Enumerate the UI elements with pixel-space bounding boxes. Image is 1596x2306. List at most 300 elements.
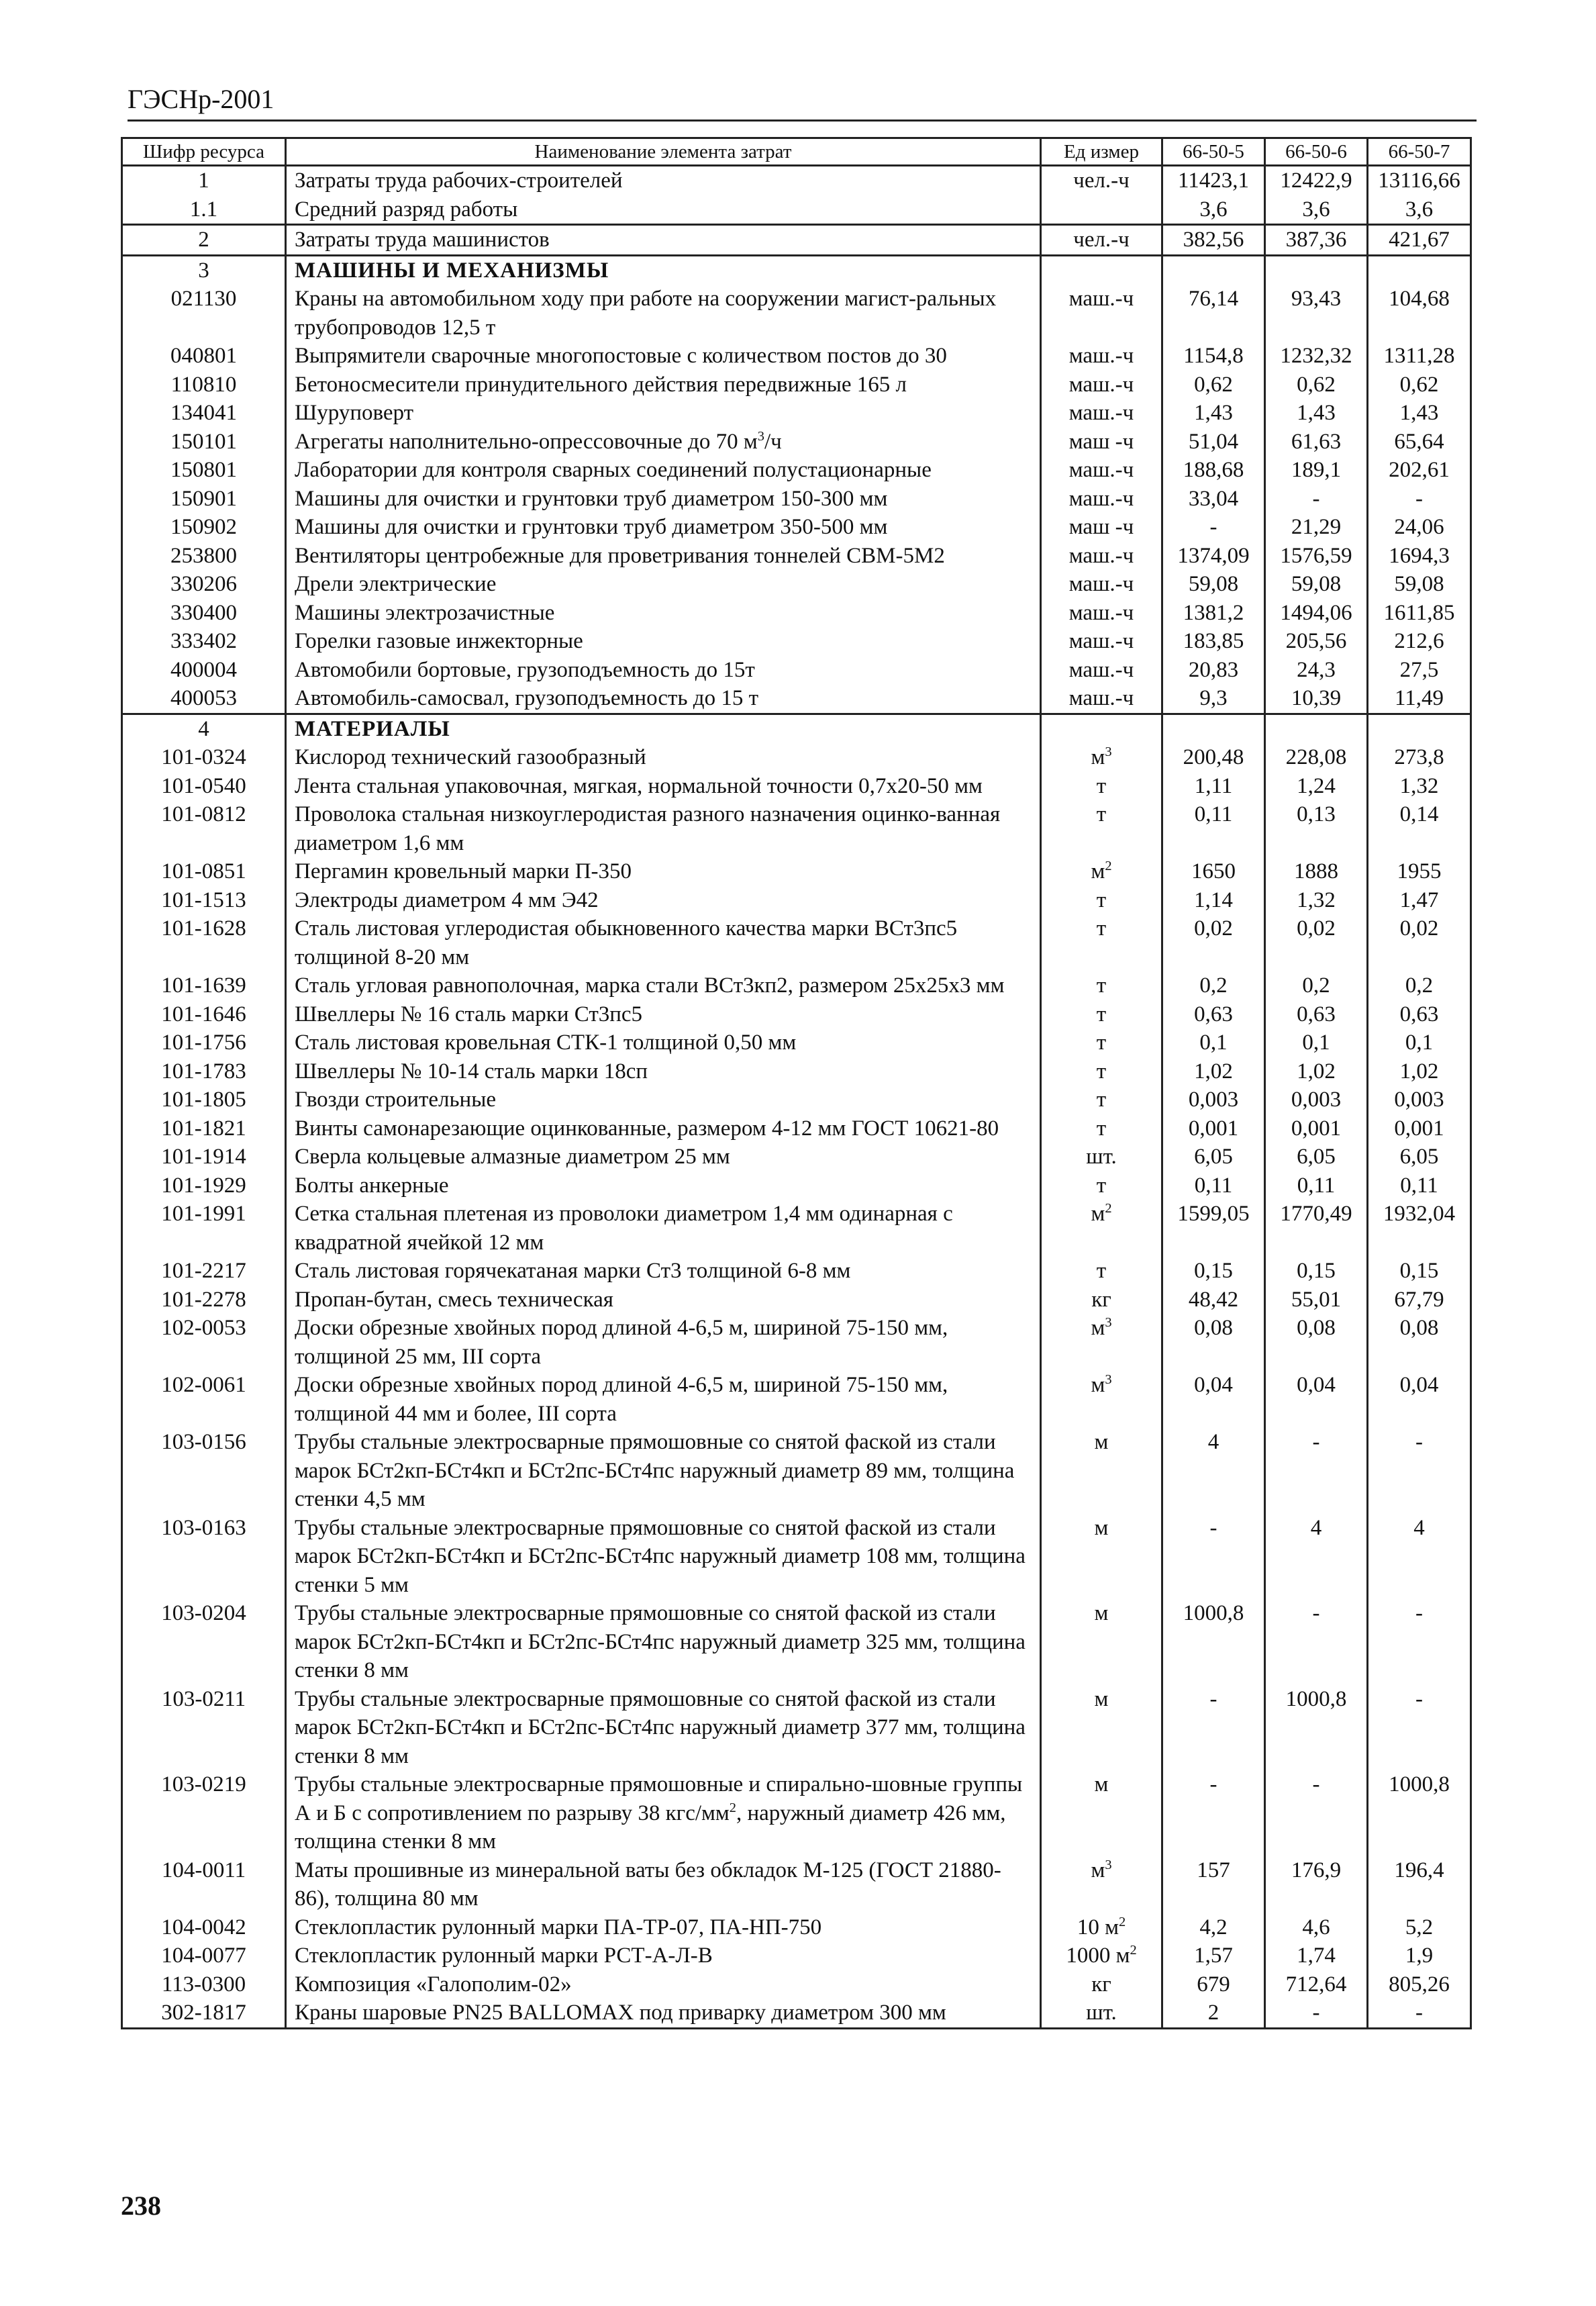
cell-unit: 10 $м^2$ <box>1041 1913 1162 1942</box>
cell-66-50-7: 5,2 <box>1368 1913 1471 1942</box>
cell-66-50-7: 104,68 <box>1368 285 1471 342</box>
cell-66-50-5: 1,14 <box>1162 886 1265 915</box>
document-title: ГЭСНр-2001 <box>128 84 275 114</box>
cell-66-50-5: 157 <box>1162 1856 1265 1913</box>
cell-66-50-7: 0,2 <box>1368 971 1471 1000</box>
cell-66-50-7: 1,9 <box>1368 1941 1471 1970</box>
cell-name: Трубы стальные электросварные прямошовные со снятой фаской из стали марок БСт2кп-БСт4кп и БСт2пс-БСт4пс наружный диаметр 89 мм, толщина стенки 4,5 мм <box>286 1428 1041 1514</box>
cell-unit: кг <box>1041 1970 1162 1999</box>
cell-unit: т <box>1041 772 1162 801</box>
cell-66-50-7 <box>1368 714 1471 743</box>
cell-66-50-5: 0,003 <box>1162 1086 1265 1114</box>
table-row <box>122 1999 1471 2028</box>
cell-66-50-7: 805,26 <box>1368 1970 1471 1999</box>
cell-66-50-6: 6,05 <box>1265 1143 1368 1171</box>
cell-66-50-7: - <box>1368 1685 1471 1771</box>
cell-code: 101-1805 <box>122 1086 286 1114</box>
table-row <box>122 342 1471 371</box>
cell-66-50-6 <box>1265 714 1368 743</box>
cell-unit: маш.-ч <box>1041 542 1162 571</box>
table-row <box>122 1114 1471 1143</box>
cell-66-50-7: 1,43 <box>1368 399 1471 428</box>
cell-66-50-5: 11423,1 <box>1162 166 1265 195</box>
cell-66-50-5: 33,04 <box>1162 485 1265 514</box>
table-row <box>122 542 1471 571</box>
table-row <box>122 656 1471 685</box>
table-row <box>122 627 1471 656</box>
cell-unit: маш -ч <box>1041 428 1162 457</box>
cell-66-50-7: 421,67 <box>1368 225 1471 256</box>
cell-code: 4 <box>122 714 286 743</box>
cell-code: 104-0042 <box>122 1913 286 1942</box>
cell-name: Вентиляторы центробежные для проветривания тоннелей СВМ-5М2 <box>286 542 1041 571</box>
cell-66-50-7: 6,05 <box>1368 1143 1471 1171</box>
cell-66-50-5: 1650 <box>1162 857 1265 886</box>
cell-66-50-5: 1,02 <box>1162 1057 1265 1086</box>
cell-66-50-6: 55,01 <box>1265 1286 1368 1314</box>
cell-66-50-6: 1888 <box>1265 857 1368 886</box>
cell-name: Автомобили бортовые, грузоподъемность до 15т <box>286 656 1041 685</box>
cell-name: Доски обрезные хвойных пород длиной 4-6,5 м, шириной 75-150 мм, толщиной 25 мм, III сорта <box>286 1314 1041 1371</box>
table-header <box>122 138 1471 166</box>
cell-code: 330400 <box>122 599 286 628</box>
table-header-row <box>122 138 1471 166</box>
cell-66-50-7: 0,11 <box>1368 1171 1471 1200</box>
cell-66-50-7: - <box>1368 1428 1471 1514</box>
column-header-66-50-6: 66-50-6 <box>1265 138 1368 166</box>
cell-code: 101-0851 <box>122 857 286 886</box>
cell-code: 104-0077 <box>122 1941 286 1970</box>
cell-66-50-6: 1,74 <box>1265 1941 1368 1970</box>
cell-66-50-6: 176,9 <box>1265 1856 1368 1913</box>
cell-66-50-6: 4,6 <box>1265 1913 1368 1942</box>
cell-66-50-7: 0,63 <box>1368 1000 1471 1029</box>
cell-name: Сталь угловая равнополочная, марка стали ВСт3кп2, размером 25х25х3 мм <box>286 971 1041 1000</box>
cell-66-50-5: 679 <box>1162 1970 1265 1999</box>
cell-66-50-5: 1374,09 <box>1162 542 1265 571</box>
cell-code: 113-0300 <box>122 1970 286 1999</box>
cell-66-50-5: - <box>1162 1770 1265 1856</box>
cell-66-50-7: 1311,28 <box>1368 342 1471 371</box>
cell-code: 101-2278 <box>122 1286 286 1314</box>
cell-66-50-7: 65,64 <box>1368 428 1471 457</box>
cell-66-50-7: 212,6 <box>1368 627 1471 656</box>
cell-66-50-7: 13116,66 <box>1368 166 1471 195</box>
cell-66-50-7: 196,4 <box>1368 1856 1471 1913</box>
cell-66-50-7: 11,49 <box>1368 684 1471 714</box>
cell-name: Шуруповерт <box>286 399 1041 428</box>
cell-name: Трубы стальные электросварные прямошовные со снятой фаской из стали марок БСт2кп-БСт4кп и БСт2пс-БСт4пс наружный диаметр 325 мм, толщина стенки 8 мм <box>286 1599 1041 1685</box>
cell-code: 101-0812 <box>122 800 286 857</box>
cell-unit: $м^2$ <box>1041 857 1162 886</box>
cell-66-50-6: 1000,8 <box>1265 1685 1368 1771</box>
cell-name: Гвозди строительные <box>286 1086 1041 1114</box>
cell-66-50-5: 1,57 <box>1162 1941 1265 1970</box>
cell-66-50-5: 0,04 <box>1162 1371 1265 1428</box>
cell-66-50-6: - <box>1265 1599 1368 1685</box>
cell-66-50-7: 24,06 <box>1368 513 1471 542</box>
table-row <box>122 1685 1471 1771</box>
table-row <box>122 1171 1471 1200</box>
cell-code: 302-1817 <box>122 1999 286 2028</box>
cell-unit: т <box>1041 971 1162 1000</box>
table-section-row <box>122 255 1471 285</box>
cell-name: Горелки газовые инжекторные <box>286 627 1041 656</box>
cell-66-50-7: 1,47 <box>1368 886 1471 915</box>
cell-66-50-6: 205,56 <box>1265 627 1368 656</box>
cell-66-50-5: 0,1 <box>1162 1028 1265 1057</box>
cell-66-50-7: 0,62 <box>1368 371 1471 399</box>
cell-66-50-7: - <box>1368 485 1471 514</box>
cell-66-50-5: 3,6 <box>1162 195 1265 225</box>
cell-code: 2 <box>122 225 286 256</box>
cell-66-50-7: 0,14 <box>1368 800 1471 857</box>
cell-name: Автомобиль-самосвал, грузоподъемность до 15 т <box>286 684 1041 714</box>
cell-66-50-5 <box>1162 255 1265 285</box>
cell-66-50-6: 228,08 <box>1265 743 1368 772</box>
table-row <box>122 399 1471 428</box>
cell-name: Средний разряд работы <box>286 195 1041 225</box>
table-row <box>122 513 1471 542</box>
cell-name: Проволока стальная низкоуглеродистая разного назначения оцинко-ванная диаметром 1,6 мм <box>286 800 1041 857</box>
table-row <box>122 1200 1471 1257</box>
cell-name: Краны на автомобильном ходу при работе на сооружении магист-ральных трубопроводов 12,5 т <box>286 285 1041 342</box>
cell-66-50-7: 0,02 <box>1368 914 1471 971</box>
cell-66-50-6: 0,02 <box>1265 914 1368 971</box>
table-row <box>122 1913 1471 1942</box>
cell-66-50-5: 76,14 <box>1162 285 1265 342</box>
cell-66-50-7: 1,02 <box>1368 1057 1471 1086</box>
cell-name: Агрегаты наполнительно-опрессовочные до 70 $м^3/ч$ <box>286 428 1041 457</box>
cell-66-50-7: 1694,3 <box>1368 542 1471 571</box>
cell-66-50-6: 10,39 <box>1265 684 1368 714</box>
cell-66-50-5: 0,001 <box>1162 1114 1265 1143</box>
table-row <box>122 1941 1471 1970</box>
cell-code: 400004 <box>122 656 286 685</box>
cell-66-50-5: 0,11 <box>1162 800 1265 857</box>
cell-code: 101-1914 <box>122 1143 286 1171</box>
cell-name: Затраты труда рабочих-строителей <box>286 166 1041 195</box>
cell-66-50-6: - <box>1265 1999 1368 2028</box>
cell-unit <box>1041 195 1162 225</box>
cell-name: Сталь листовая кровельная СТК-1 толщиной 0,50 мм <box>286 1028 1041 1057</box>
cell-code: 1.1 <box>122 195 286 225</box>
table-row <box>122 1970 1471 1999</box>
cell-66-50-5: 0,63 <box>1162 1000 1265 1029</box>
cell-name: Машины для очистки и грунтовки труб диаметром 150-300 мм <box>286 485 1041 514</box>
cell-66-50-7: 0,04 <box>1368 1371 1471 1428</box>
cell-unit: 1000 $м^2$ <box>1041 1941 1162 1970</box>
table-body <box>122 166 1471 2029</box>
cell-unit: маш.-ч <box>1041 599 1162 628</box>
cell-66-50-6: 1770,49 <box>1265 1200 1368 1257</box>
cell-unit: т <box>1041 1028 1162 1057</box>
cell-66-50-7: 1,32 <box>1368 772 1471 801</box>
table-row <box>122 914 1471 971</box>
cell-unit: $м^3$ <box>1041 1371 1162 1428</box>
cell-66-50-5: 4,2 <box>1162 1913 1265 1942</box>
cell-unit <box>1041 255 1162 285</box>
cell-unit: м <box>1041 1685 1162 1771</box>
cell-code: 101-1821 <box>122 1114 286 1143</box>
cell-code: 103-0219 <box>122 1770 286 1856</box>
cell-code: 104-0011 <box>122 1856 286 1913</box>
cell-name: Дрели электрические <box>286 570 1041 599</box>
cell-66-50-5: 0,02 <box>1162 914 1265 971</box>
resource-table <box>121 137 1472 2029</box>
cell-66-50-6: 12422,9 <box>1265 166 1368 195</box>
table-row <box>122 599 1471 628</box>
cell-name: Пергамин кровельный марки П-350 <box>286 857 1041 886</box>
cell-66-50-6: 0,04 <box>1265 1371 1368 1428</box>
column-header-code: Шифр ресурса <box>122 138 286 166</box>
cell-66-50-6: 93,43 <box>1265 285 1368 342</box>
cell-unit: т <box>1041 800 1162 857</box>
cell-name: Винты самонарезающие оцинкованные, размером 4-12 мм ГОСТ 10621-80 <box>286 1114 1041 1143</box>
cell-unit: маш -ч <box>1041 513 1162 542</box>
cell-unit: маш.-ч <box>1041 342 1162 371</box>
cell-66-50-7: 1932,04 <box>1368 1200 1471 1257</box>
cell-66-50-6: 1,24 <box>1265 772 1368 801</box>
cell-code: 110810 <box>122 371 286 399</box>
table-row <box>122 485 1471 514</box>
cell-name: Лаборатории для контроля сварных соединений полустационарные <box>286 456 1041 485</box>
cell-66-50-7: 0,08 <box>1368 1314 1471 1371</box>
table-row <box>122 1371 1471 1428</box>
cell-code: 101-1783 <box>122 1057 286 1086</box>
cell-66-50-6: 0,15 <box>1265 1257 1368 1286</box>
cell-66-50-7: 0,003 <box>1368 1086 1471 1114</box>
table-row <box>122 1257 1471 1286</box>
cell-66-50-6: 1,32 <box>1265 886 1368 915</box>
table-row <box>122 1856 1471 1913</box>
cell-66-50-5: 1154,8 <box>1162 342 1265 371</box>
cell-66-50-5: 0,08 <box>1162 1314 1265 1371</box>
cell-code: 253800 <box>122 542 286 571</box>
cell-66-50-7: 59,08 <box>1368 570 1471 599</box>
cell-66-50-7: 1000,8 <box>1368 1770 1471 1856</box>
cell-unit: кг <box>1041 1286 1162 1314</box>
table-row <box>122 456 1471 485</box>
cell-name: Швеллеры № 10-14 сталь марки 18сп <box>286 1057 1041 1086</box>
cell-66-50-7: 202,61 <box>1368 456 1471 485</box>
table-row <box>122 857 1471 886</box>
cell-code: 333402 <box>122 627 286 656</box>
cell-66-50-5: 48,42 <box>1162 1286 1265 1314</box>
cell-name: Бетоносмесители принудительного действия передвижные 165 л <box>286 371 1041 399</box>
cell-66-50-6: 0,001 <box>1265 1114 1368 1143</box>
cell-code: 103-0156 <box>122 1428 286 1514</box>
cell-66-50-5: 0,11 <box>1162 1171 1265 1200</box>
cell-code: 101-1639 <box>122 971 286 1000</box>
cell-code: 101-1646 <box>122 1000 286 1029</box>
cell-unit: м <box>1041 1599 1162 1685</box>
cell-unit: чел.-ч <box>1041 225 1162 256</box>
cell-66-50-6: 0,11 <box>1265 1171 1368 1200</box>
cell-unit: шт. <box>1041 1999 1162 2028</box>
cell-66-50-6: 0,63 <box>1265 1000 1368 1029</box>
cell-name: Стеклопластик рулонный марки ПА-ТР-07, ПА-НП-750 <box>286 1913 1041 1942</box>
cell-66-50-6: - <box>1265 1770 1368 1856</box>
cell-66-50-5: 6,05 <box>1162 1143 1265 1171</box>
cell-code: 3 <box>122 255 286 285</box>
cell-66-50-7 <box>1368 255 1471 285</box>
cell-code: 102-0061 <box>122 1371 286 1428</box>
cell-66-50-6 <box>1265 255 1368 285</box>
cell-66-50-5: 200,48 <box>1162 743 1265 772</box>
cell-name: Кислород технический газообразный <box>286 743 1041 772</box>
cell-code: 101-1756 <box>122 1028 286 1057</box>
cell-66-50-7: - <box>1368 1999 1471 2028</box>
table-section-row <box>122 714 1471 743</box>
cell-66-50-6: 712,64 <box>1265 1970 1368 1999</box>
cell-66-50-5: 0,2 <box>1162 971 1265 1000</box>
cell-unit: шт. <box>1041 1143 1162 1171</box>
table-row <box>122 1000 1471 1029</box>
cell-unit: т <box>1041 1086 1162 1114</box>
cell-66-50-5: - <box>1162 1685 1265 1771</box>
column-header-66-50-5: 66-50-5 <box>1162 138 1265 166</box>
cell-name: Лента стальная упаковочная, мягкая, нормальной точности 0,7х20-50 мм <box>286 772 1041 801</box>
table-row <box>122 886 1471 915</box>
cell-unit: маш.-ч <box>1041 456 1162 485</box>
table-row <box>122 1770 1471 1856</box>
cell-66-50-6: 1,02 <box>1265 1057 1368 1086</box>
cell-name: Сверла кольцевые алмазные диаметром 25 мм <box>286 1143 1041 1171</box>
table-row <box>122 166 1471 195</box>
table-row <box>122 1057 1471 1086</box>
cell-66-50-5: 2 <box>1162 1999 1265 2028</box>
cell-code: 150101 <box>122 428 286 457</box>
table-row <box>122 428 1471 457</box>
cell-unit: $м^3$ <box>1041 743 1162 772</box>
cell-66-50-5: 20,83 <box>1162 656 1265 685</box>
cell-name: Машины для очистки и грунтовки труб диаметром 350-500 мм <box>286 513 1041 542</box>
cell-66-50-6: 0,08 <box>1265 1314 1368 1371</box>
cell-66-50-5: 183,85 <box>1162 627 1265 656</box>
cell-66-50-5: 4 <box>1162 1428 1265 1514</box>
cell-66-50-5: 188,68 <box>1162 456 1265 485</box>
table-row <box>122 1514 1471 1600</box>
table-row <box>122 971 1471 1000</box>
cell-66-50-6: 61,63 <box>1265 428 1368 457</box>
cell-66-50-6: 1,43 <box>1265 399 1368 428</box>
cell-66-50-5: 1381,2 <box>1162 599 1265 628</box>
column-header-66-50-7: 66-50-7 <box>1368 138 1471 166</box>
cell-name: Пропан-бутан, смесь техническая <box>286 1286 1041 1314</box>
cell-66-50-6: 0,003 <box>1265 1086 1368 1114</box>
cell-66-50-6: 1576,59 <box>1265 542 1368 571</box>
cell-unit: $м^3$ <box>1041 1314 1162 1371</box>
cell-66-50-6: 0,1 <box>1265 1028 1368 1057</box>
cell-name: МАШИНЫ И МЕХАНИЗМЫ <box>286 255 1041 285</box>
cell-name: Сталь листовая горячекатаная марки Ст3 толщиной 6-8 мм <box>286 1257 1041 1286</box>
cell-code: 102-0053 <box>122 1314 286 1371</box>
cell-name: МАТЕРИАЛЫ <box>286 714 1041 743</box>
table-row <box>122 772 1471 801</box>
cell-code: 040801 <box>122 342 286 371</box>
cell-code: 101-0540 <box>122 772 286 801</box>
cell-name: Доски обрезные хвойных пород длиной 4-6,5 м, шириной 75-150 мм, толщиной 44 мм и более, III сорта <box>286 1371 1041 1428</box>
cell-code: 400053 <box>122 684 286 714</box>
cell-66-50-7: 0,1 <box>1368 1028 1471 1057</box>
page-number: 238 <box>121 2191 161 2221</box>
cell-name: Швеллеры № 16 сталь марки Ст3пс5 <box>286 1000 1041 1029</box>
cell-name: Болты анкерные <box>286 1171 1041 1200</box>
cell-66-50-6: 4 <box>1265 1514 1368 1600</box>
cell-unit: т <box>1041 886 1162 915</box>
cell-66-50-6: 3,6 <box>1265 195 1368 225</box>
cell-unit: маш.-ч <box>1041 485 1162 514</box>
cell-66-50-7: 0,001 <box>1368 1114 1471 1143</box>
cell-name: Машины электрозачистные <box>286 599 1041 628</box>
cell-code: 134041 <box>122 399 286 428</box>
table-row <box>122 1086 1471 1114</box>
cell-unit: маш.-ч <box>1041 285 1162 342</box>
cell-66-50-6: - <box>1265 1428 1368 1514</box>
table-row <box>122 195 1471 225</box>
cell-66-50-6: 21,29 <box>1265 513 1368 542</box>
cell-unit: м <box>1041 1428 1162 1514</box>
cell-66-50-6: 1232,32 <box>1265 342 1368 371</box>
table-row <box>122 1143 1471 1171</box>
cell-code: 101-0324 <box>122 743 286 772</box>
cell-name: Сталь листовая углеродистая обыкновенного качества марки ВСт3пс5 толщиной 8-20 мм <box>286 914 1041 971</box>
cell-code: 101-1628 <box>122 914 286 971</box>
cell-name: Выпрямители сварочные многопостовые с количеством постов до 30 <box>286 342 1041 371</box>
cell-66-50-5: 9,3 <box>1162 684 1265 714</box>
cell-66-50-6: 189,1 <box>1265 456 1368 485</box>
cell-code: 101-1929 <box>122 1171 286 1200</box>
cell-code: 101-1991 <box>122 1200 286 1257</box>
cell-66-50-6: 0,2 <box>1265 971 1368 1000</box>
cell-unit: чел.-ч <box>1041 166 1162 195</box>
table-row <box>122 1286 1471 1314</box>
cell-66-50-5: 51,04 <box>1162 428 1265 457</box>
cell-unit: т <box>1041 1000 1162 1029</box>
cell-code: 103-0163 <box>122 1514 286 1600</box>
cell-code: 101-2217 <box>122 1257 286 1286</box>
cell-code: 150902 <box>122 513 286 542</box>
cell-66-50-7: 1611,85 <box>1368 599 1471 628</box>
cell-unit: т <box>1041 1114 1162 1143</box>
cell-66-50-6: 59,08 <box>1265 570 1368 599</box>
table-row <box>122 225 1471 256</box>
cell-unit: $м^3$ <box>1041 1856 1162 1913</box>
cell-name: Композиция «Галополим-02» <box>286 1970 1041 1999</box>
table-row <box>122 570 1471 599</box>
cell-unit: маш.-ч <box>1041 684 1162 714</box>
cell-unit: м <box>1041 1770 1162 1856</box>
table-row <box>122 800 1471 857</box>
cell-code: 103-0204 <box>122 1599 286 1685</box>
cell-unit: $м^2$ <box>1041 1200 1162 1257</box>
cell-unit: маш.-ч <box>1041 570 1162 599</box>
table-row <box>122 285 1471 342</box>
cell-code: 101-1513 <box>122 886 286 915</box>
cell-unit: т <box>1041 914 1162 971</box>
cell-unit: т <box>1041 1171 1162 1200</box>
table-row <box>122 743 1471 772</box>
cell-66-50-5: - <box>1162 513 1265 542</box>
cell-66-50-5: 0,15 <box>1162 1257 1265 1286</box>
cell-unit: маш.-ч <box>1041 627 1162 656</box>
cell-66-50-5: 0,62 <box>1162 371 1265 399</box>
table-row <box>122 1428 1471 1514</box>
document-header <box>128 79 1477 122</box>
cell-name: Затраты труда машинистов <box>286 225 1041 256</box>
cell-code: 150801 <box>122 456 286 485</box>
